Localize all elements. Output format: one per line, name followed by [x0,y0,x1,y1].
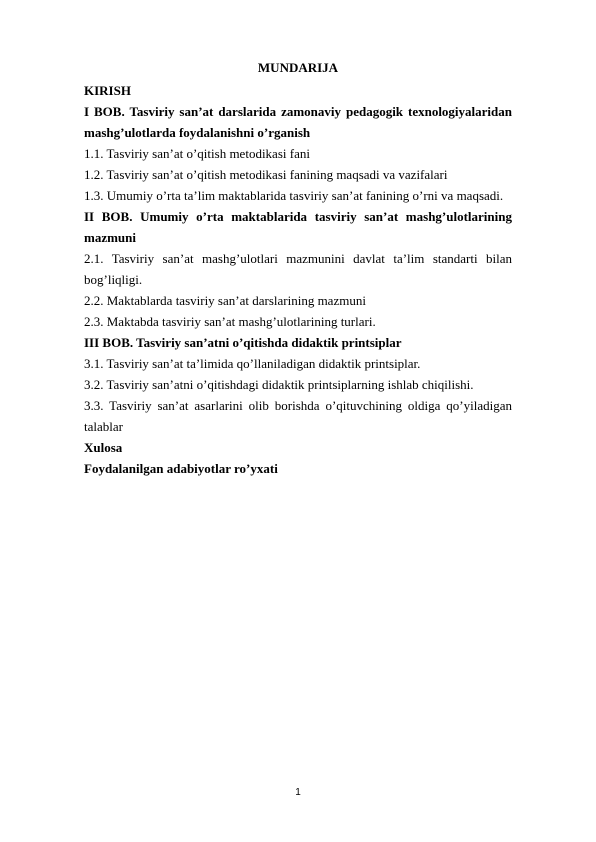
toc-entry-chapter-3: III BOB. Tasviriy san’atni o’qitishda didaktik printsiplar [84,335,402,350]
toc-entry-introduction: KIRISH [84,83,131,98]
toc-entry-conclusion: Xulosa [84,440,123,455]
toc-entry-section-1-1: 1.1. Tasviriy san’at o’qitish metodikasi fani [84,146,310,161]
toc-entry-section-2-3: 2.3. Maktabda tasviriy san’at mashg’ulotlarining turlari. [84,314,376,329]
document-title: MUNDARIJA [257,60,339,75]
toc-entry-chapter-1: I BOB. Tasviriy san’at darslarida zamonaviy pedagogik texnologiyalaridan mashg’ulotlarda foydalanishni o’rganish [84,104,512,140]
toc-entry-section-2-1: 2.1. Tasviriy san’at mashg’ulotlari mazmunini davlat ta’lim standarti bilan bog’liqligi. [84,251,512,287]
toc-entry-chapter-2: II BOB. Umumiy o’rta maktablarida tasviriy san’at mashg’ulotlarining mazmuni [84,209,512,245]
table-of-contents [84,80,512,479]
toc-entry-section-1-2: 1.2. Tasviriy san’at o’qitish metodikasi fanining maqsadi va vazifalari [84,167,448,182]
toc-entry-section-3-1: 3.1. Tasviriy san’at ta’limida qo’llaniladigan didaktik printsiplar. [84,356,421,371]
toc-entry-section-1-3: 1.3. Umumiy o’rta ta’lim maktablarida tasviriy san’at fanining o’rni va maqsadi. [84,188,504,203]
toc-entry-section-2-2: 2.2. Maktablarda tasviriy san’at darslarining mazmuni [84,293,366,308]
toc-entry-bibliography: Foydalanilgan adabiyotlar ro’yxati [84,461,278,476]
page-number: 1 [295,787,301,798]
toc-entry-section-3-3: 3.3. Tasviriy san’at asarlarini olib borishda o’qituvchining oldiga qo’yiladigan talablar [84,398,512,434]
toc-entry-section-3-2: 3.2. Tasviriy san’atni o’qitishdagi didaktik printsiplarning ishlab chiqilishi. [84,377,474,392]
